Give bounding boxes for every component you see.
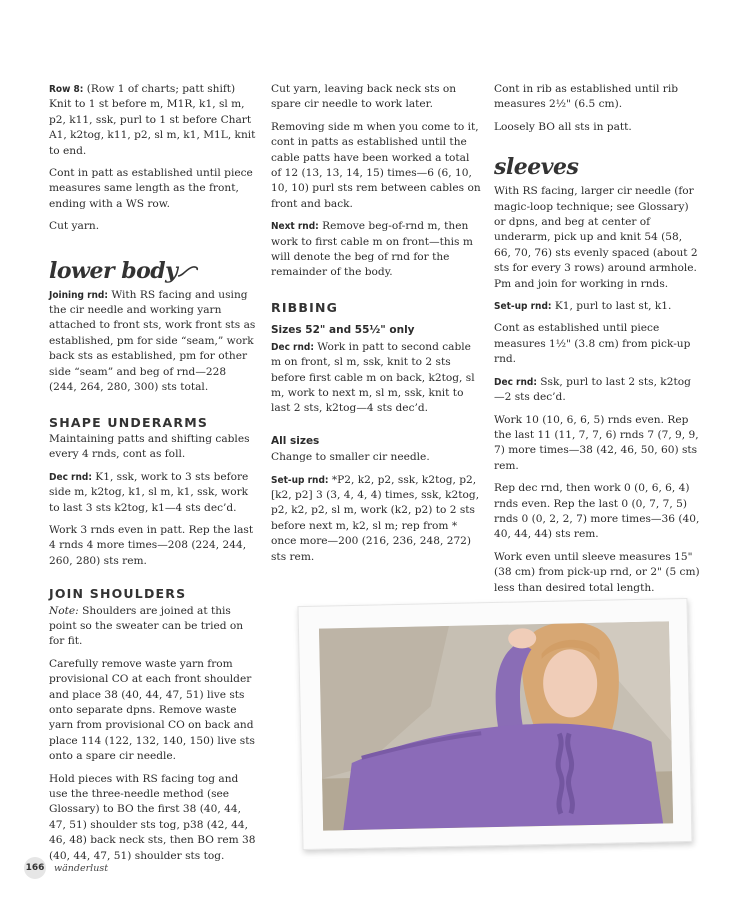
carefully-paragraph: Carefully remove waste yarn from provisional CO at each front shoulder and place 38 (40, 44, 47, 51) live sts onto separate dpns. Remove waste yarn from provisional CO on back and place 114 (122, 132, 140, 150) live sts onto a spare cir needle.: [49, 657, 255, 763]
next-label: Next rnd:: [271, 221, 319, 233]
joining-text: With RS facing and using the cir needle and working yarn attached to front sts, work front sts as established, pm for side “seam,” work back sts as established, pm for other side “seam” and beg of rnd—228 (244, 264, 280, 300) sts total.: [49, 288, 256, 394]
dec-label: Dec rnd:: [494, 376, 537, 388]
joining-label: Joining rnd:: [49, 289, 108, 301]
joining-paragraph: [49, 288, 257, 396]
remove-paragraph: Removing side m when you come to it, cont in patts as established until the cable patts have been worked a total of 12 (13, 13, 14, 15) times—6 (6, 10, 10, 10) purl sts rem between cables on front and back.: [271, 120, 481, 210]
row8-paragraph: [49, 82, 257, 159]
setup-text: K1, purl to last st, k1.: [551, 300, 672, 313]
with-rs-paragraph: With RS facing, larger cir needle (for magic-loop technique; see Glossary) or dpns, and beg at center of underarm, pick up and knit 54 (58, 66, 70, 76) sts evenly spaced (about 2 sts for every 3 rows) around armhole. Pm and join for working in rnds.: [494, 185, 698, 290]
note-text: Shoulders are joined at this point so the sweater can be tried on for fit.: [49, 604, 244, 648]
flourish-icon: [177, 264, 199, 278]
photo-frame: [297, 598, 692, 850]
ribbing-heading: RIBBING: [271, 299, 339, 315]
work3-paragraph: Work 3 rnds even in patt. Rep the last 4 rnds 4 more times—208 (224, 244, 260, 280) sts rem.: [49, 523, 254, 567]
note-paragraph: [49, 604, 257, 650]
lower-body-heading-text: lower body: [49, 257, 178, 284]
cut-paragraph: Cut yarn, leaving back neck sts on spare cir needle to work later.: [271, 83, 457, 111]
all-sizes-heading: All sizes: [271, 434, 320, 447]
row8-text: (Row 1 of charts; patt shift) Knit to 1 st before m, M1R, k1, sl m, p2, k11, ssk, purl to 1 st before Chart A1, k2tog, k11, p2, sl m, k1, M1L, knit to end.: [49, 83, 256, 157]
cut-yarn-paragraph: Cut yarn.: [49, 220, 100, 233]
column-3: [494, 82, 700, 603]
note-label: Note:: [49, 604, 79, 617]
row8-label: Row 8:: [49, 84, 84, 95]
dec-label: Dec rnd:: [49, 471, 92, 483]
setup-label: Set-up rnd:: [271, 474, 329, 486]
next-paragraph: [271, 219, 481, 281]
page-number: 166: [24, 857, 46, 879]
lower-body-heading: [49, 258, 257, 284]
rep-dec-paragraph: Rep dec rnd, then work 0 (0, 6, 6, 4) rnds even. Rep the last 0 (0, 7, 7, 5) rnds 0 (0, 2, 2, 7) more times—36 (40, 40, 44, 44) sts rem.: [494, 482, 700, 541]
next-text: Remove beg-of-rnd m, then work to first cable m on front—this m will denote the beg of rnd for the remainder of the body.: [271, 220, 473, 279]
column-1: [49, 82, 257, 871]
cont-paragraph: Cont in patt as established until piece measures same length as the front, ending with a WS row.: [49, 167, 253, 210]
work-even-paragraph: Work even until sleeve measures 15" (38 cm) from pick-up rnd, or 2" (5 cm) less than desired total length.: [494, 550, 700, 594]
setup-label: Set-up rnd:: [494, 301, 552, 313]
photo: [319, 621, 673, 830]
setup-paragraph: [271, 473, 481, 565]
photo-illustration: [319, 621, 673, 830]
dec-text: Ssk, purl to last 2 sts, k2tog—2 sts dec’d.: [494, 375, 691, 404]
page-footer: [24, 857, 108, 879]
bo-paragraph: Loosely BO all sts in patt.: [494, 120, 632, 133]
dec-paragraph: [271, 340, 481, 417]
dec-text: Work in patt to second cable m on front, sl m, ssk, knit to 2 sts before first cable m on back, k2tog, sl m, work to next m, sl m, ssk, knit to last 2 sts, k2tog—4 sts dec’d.: [271, 340, 475, 415]
book-title: wänderlust: [54, 862, 109, 874]
dec-paragraph: [49, 470, 257, 516]
sizes-heading: Sizes 52" and 55½" only: [271, 324, 415, 337]
column-2: [271, 82, 481, 572]
join-shoulders-heading: JOIN SHOULDERS: [49, 586, 187, 602]
shape-underarms-heading: SHAPE UNDERARMS: [49, 414, 209, 430]
sleeves-heading: sleeves: [494, 154, 579, 181]
dec-label: Dec rnd:: [271, 341, 314, 353]
cont-rib-paragraph: Cont in rib as established until rib measures 2½" (6.5 cm).: [494, 83, 679, 111]
work10-paragraph: Work 10 (10, 6, 6, 5) rnds even. Rep the last 11 (11, 7, 7, 6) rnds 7 (7, 9, 9, 7) more times—38 (42, 46, 50, 60) sts rem.: [494, 413, 699, 472]
change-paragraph: Change to smaller cir needle.: [271, 451, 430, 464]
hold-paragraph: Hold pieces with RS facing tog and use the three-needle method (see Glossary) to BO the first 38 (40, 44, 47, 51) shoulder sts tog, p38 (42, 44, 46, 48) back neck sts, then BO rem 38 (40, 44, 47, 51) shoulder sts tog.: [49, 772, 256, 862]
setup-paragraph: [494, 299, 700, 314]
shape-paragraph: Maintaining patts and shifting cables every 4 rnds, cont as foll.: [49, 432, 250, 461]
dec-text: K1, ssk, work to 3 sts before side m, k2tog, k1, sl m, k1, ssk, work to last 3 sts k2tog, k1—4 sts dec’d.: [49, 470, 249, 514]
cont-paragraph: Cont as established until piece measures 1½" (3.8 cm) from pick-up rnd.: [494, 322, 691, 366]
setup-text: *P2, k2, p2, ssk, k2tog, p2, [k2, p2] 3 (3, 4, 4, 4) times, ssk, k2tog, p2, k2, p2, sl m, work (k2, p2) to 2 sts before next m, k2, sl m; rep from * once more—200 (216, 236, 248, 272) sts rem.: [271, 473, 480, 563]
dec-paragraph: [494, 375, 700, 406]
